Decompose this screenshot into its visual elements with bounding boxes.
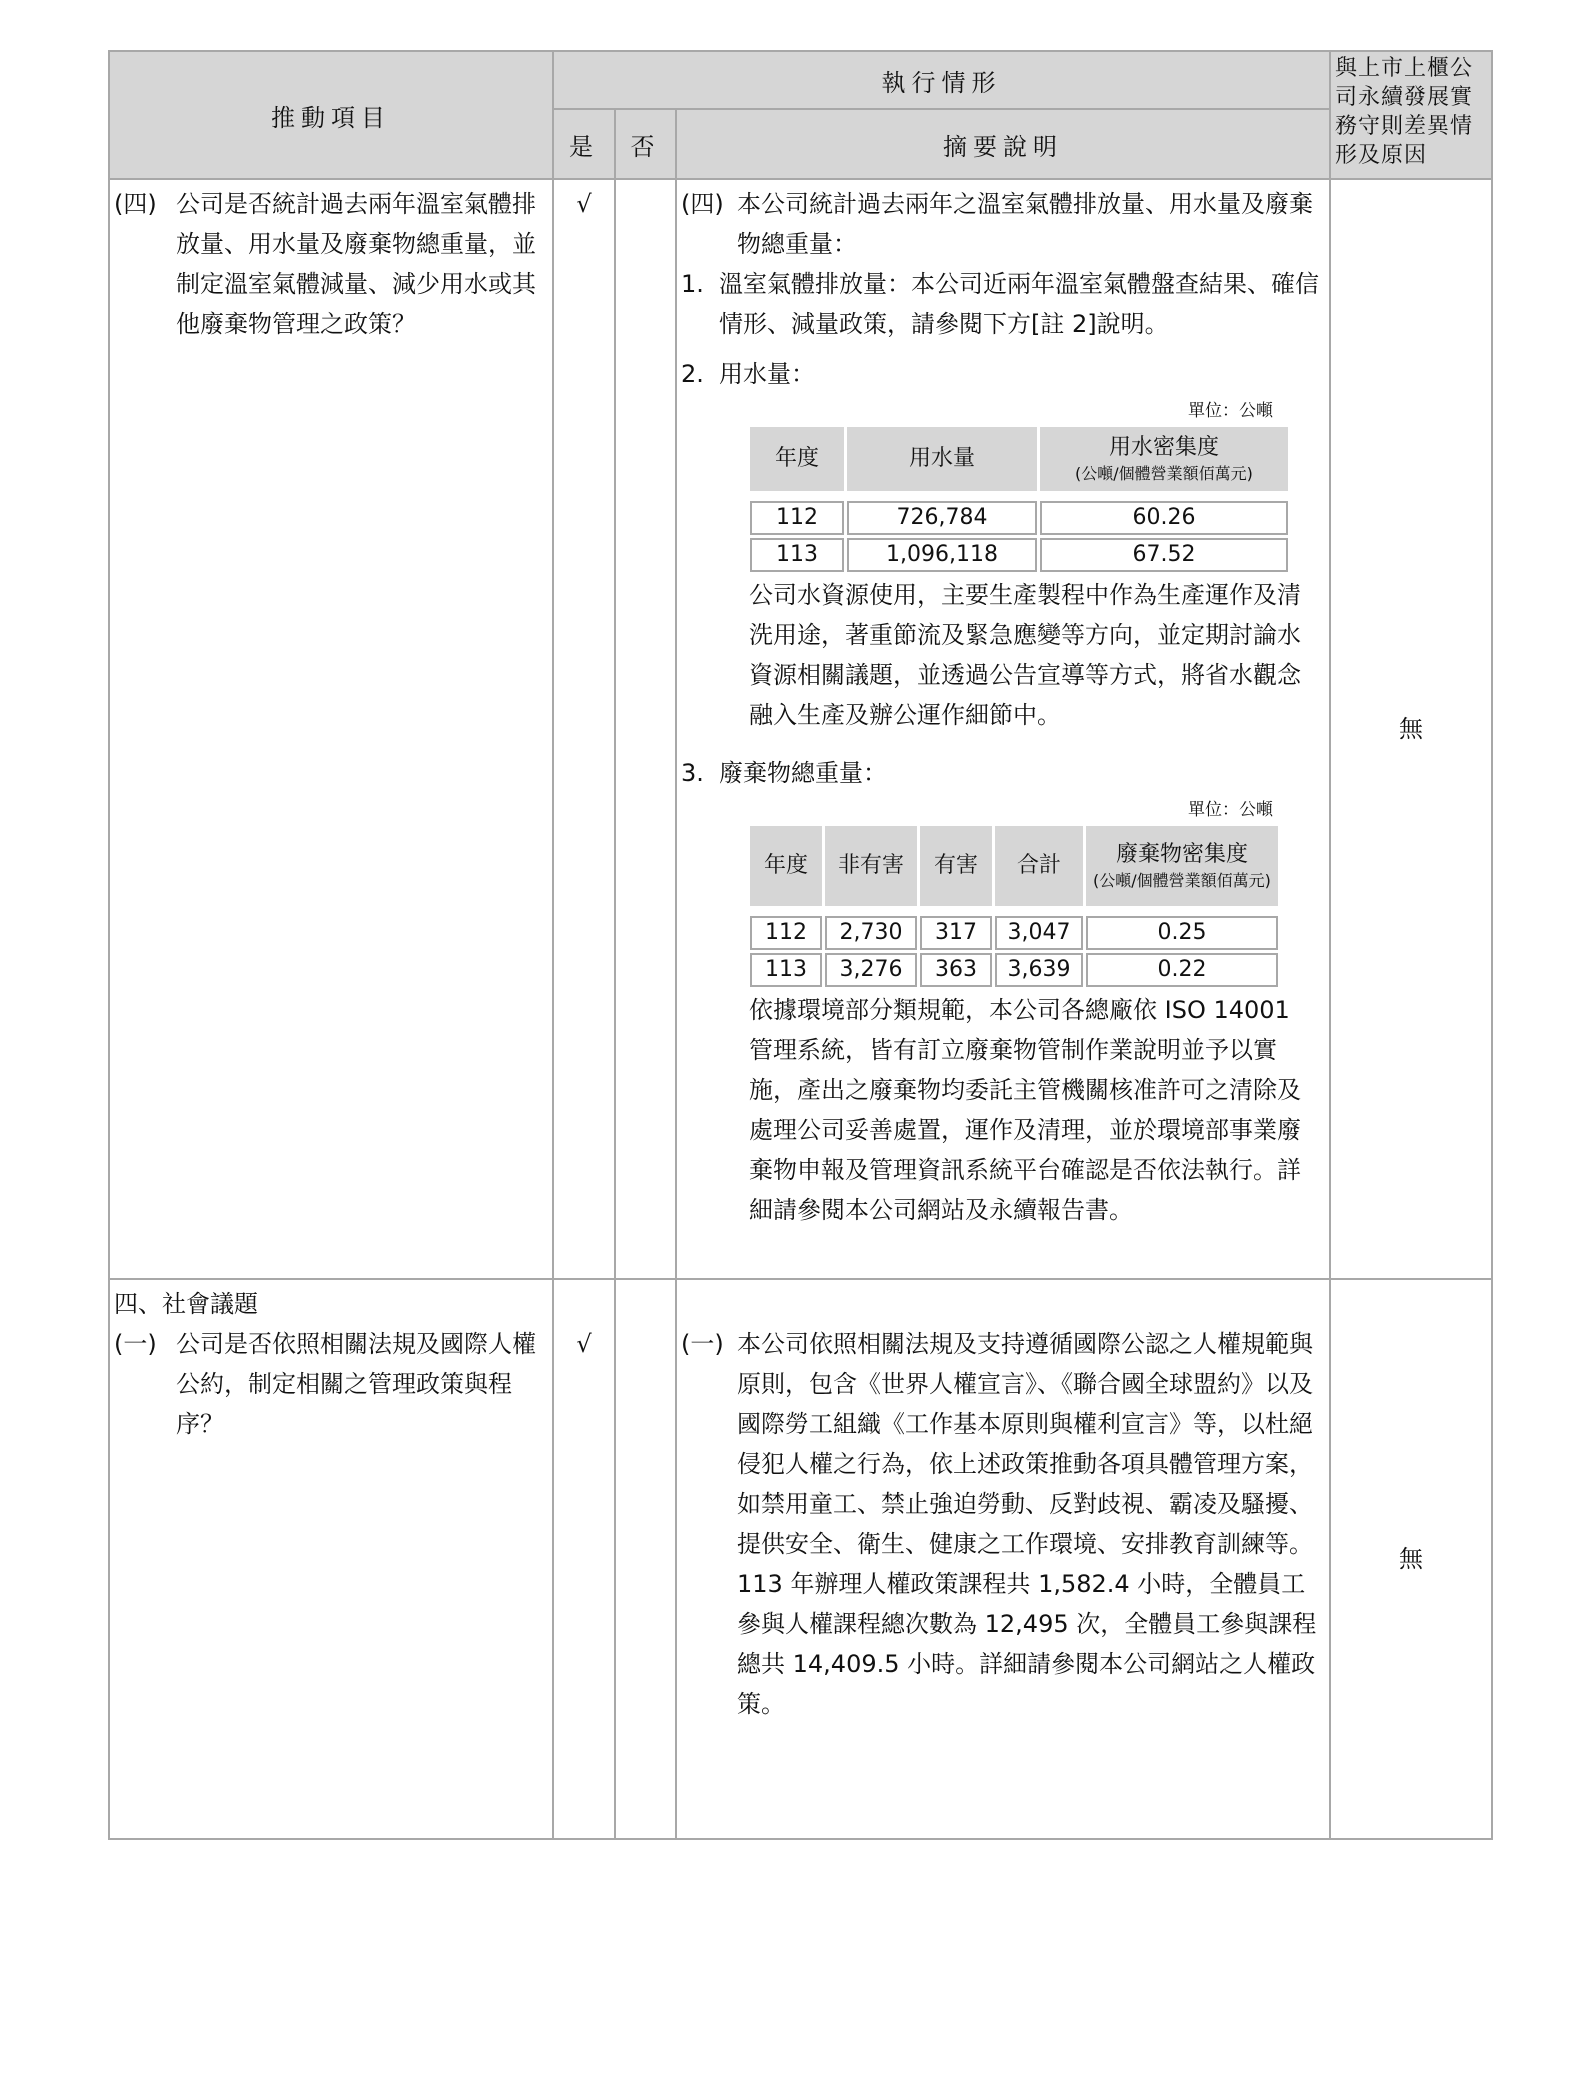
yes-check: √ <box>553 179 615 1279</box>
waste-header-intensity-unit: (公噸/個體營業額佰萬元) <box>1093 871 1271 890</box>
waste-header-hazardous: 有害 <box>920 826 992 906</box>
water-cell: 1,096,118 <box>847 538 1037 572</box>
water-table <box>747 424 1291 575</box>
water-cell: 726,784 <box>847 501 1037 535</box>
answer-number: (一) <box>681 1330 724 1358</box>
waste-header-nonhazardous: 非有害 <box>825 826 917 906</box>
waste-cell: 317 <box>920 916 992 950</box>
table-row <box>750 538 1288 572</box>
question-number: (一) <box>114 1330 157 1358</box>
no-check <box>615 179 676 1279</box>
col-header-diff: 與上市上櫃公司永續發展實務守則差異情形及原因 <box>1330 51 1492 179</box>
answer-text: 本公司依照相關法規及支持遵循國際公認之人權規範與原則，包含《世界人權宣言》、《聯合國全球盟約》以及國際勞工組織《工作基本原則與權利宣言》等，以杜絕侵犯人權之行為，依上述政策推動各項具體管理方案，如禁用童工、禁止強迫勞動、反對歧視、霸凌及騷擾、提供安全、衛生、健康之工作環境、安排教育訓練等。113 年辦理人權政策課程共 1,582.4 小時，全體員工參與人權課程總次數為 12,495 次，全體員工參與課程總共 14,409.5 小時。詳細請參閱本公司網站之人權政策。 <box>737 1330 1317 1718</box>
list-text: 溫室氣體排放量：本公司近兩年溫室氣體盤查結果、確信情形、減量政策，請參閱下方[註 2]說明。 <box>719 270 1319 338</box>
list-text: 用水量： <box>719 360 815 388</box>
waste-cell: 113 <box>750 953 822 987</box>
table-row <box>109 1279 1492 1839</box>
water-header-volume: 用水量 <box>847 427 1037 491</box>
waste-header-total: 合計 <box>995 826 1083 906</box>
col-header-yes: 是 <box>553 109 615 179</box>
waste-cell: 363 <box>920 953 992 987</box>
intro-text: 本公司統計過去兩年之溫室氣體排放量、用水量及廢棄物總重量： <box>737 190 1313 258</box>
question-item <box>110 180 552 344</box>
water-cell: 67.52 <box>1040 538 1288 572</box>
question-text: 公司是否依照相關法規及國際人權公約，制定相關之管理政策與程序？ <box>176 1330 536 1438</box>
list-number: 1. <box>681 270 704 298</box>
waste-cell: 112 <box>750 916 822 950</box>
question-text: 公司是否統計過去兩年溫室氣體排放量、用水量及廢棄物總重量，並制定溫室氣體減量、減少用水或其他廢棄物管理之政策？ <box>176 190 536 338</box>
waste-text: 依據環境部分類規範，本公司各總廠依 ISO 14001 管理系統，皆有訂立廢棄物管制作業說明並予以實施，產出之廢棄物均委託主管機關核准許可之清除及處理公司妥善處置，運作及清理，並於環境部事業廢棄物申報及管理資訊系統平台確認是否依法執行。詳細請參閱本公司網站及永續報告書。 <box>749 996 1301 1224</box>
section-title: 四、社會議題 <box>114 1290 258 1318</box>
list-text: 廢棄物總重量： <box>719 759 887 787</box>
intro-number: (四) <box>681 190 724 218</box>
water-cell: 112 <box>750 501 844 535</box>
water-cell: 113 <box>750 538 844 572</box>
list-item <box>681 264 1321 344</box>
table-row <box>750 501 1288 535</box>
summary-cell <box>676 1279 1330 1839</box>
waste-header-intensity: 廢棄物密集度 <box>1115 842 1248 867</box>
col-header-no: 否 <box>615 109 676 179</box>
no-check <box>615 1279 676 1839</box>
water-header-intensity-unit: (公噸/個體營業額佰萬元) <box>1075 464 1253 483</box>
list-number: 2. <box>681 360 704 388</box>
waste-unit: 單位：公噸 <box>1188 800 1274 820</box>
summary-cell <box>676 179 1330 1279</box>
question-item <box>110 1324 552 1444</box>
waste-cell: 2,730 <box>825 916 917 950</box>
waste-cell: 3,276 <box>825 953 917 987</box>
waste-cell: 3,639 <box>995 953 1083 987</box>
water-cell: 60.26 <box>1040 501 1288 535</box>
water-header-year: 年度 <box>750 427 844 491</box>
diff-cell: 無 <box>1330 1279 1492 1839</box>
water-header-intensity: 用水密集度 <box>1108 435 1219 460</box>
waste-header-year: 年度 <box>750 826 822 906</box>
col-header-item: 推動項目 <box>109 51 553 179</box>
list-item <box>681 354 1321 394</box>
sustainability-table <box>108 50 1493 1840</box>
list-number: 3. <box>681 759 704 787</box>
waste-cell: 3,047 <box>995 916 1083 950</box>
col-header-summary: 摘要說明 <box>676 109 1330 179</box>
waste-cell: 0.22 <box>1086 953 1278 987</box>
yes-check: √ <box>553 1279 615 1839</box>
question-number: (四) <box>114 190 157 218</box>
water-unit: 單位：公噸 <box>1188 401 1274 421</box>
col-header-exec: 執行情形 <box>553 51 1330 109</box>
table-row <box>750 916 1278 950</box>
waste-cell: 0.25 <box>1086 916 1278 950</box>
table-row <box>109 179 1492 1279</box>
diff-cell: 無 <box>1330 179 1492 1279</box>
water-text: 公司水資源使用，主要生產製程中作為生產運作及清洗用途，著重節流及緊急應變等方向，並定期討論水資源相關議題，並透過公告宣導等方式，將省水觀念融入生產及辦公運作細節中。 <box>749 581 1301 729</box>
list-item <box>681 753 1321 793</box>
waste-table <box>747 823 1281 990</box>
table-row <box>750 953 1278 987</box>
